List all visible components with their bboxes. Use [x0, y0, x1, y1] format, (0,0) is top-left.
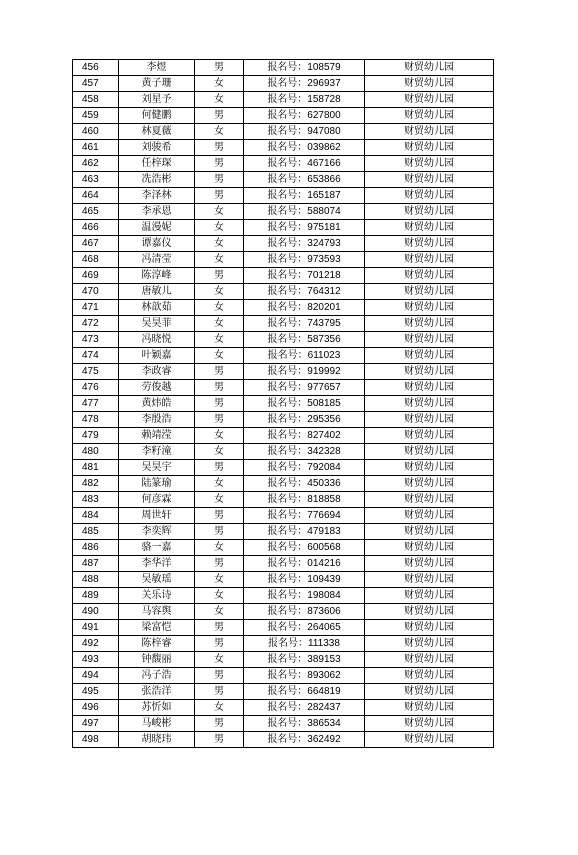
name-cell: 吴昊菲	[119, 316, 195, 332]
name-cell: 林歆茹	[119, 300, 195, 316]
table-row	[73, 284, 494, 300]
row-number-cell: 483	[73, 492, 119, 508]
gender-cell: 女	[195, 76, 244, 92]
school-cell: 财贸幼儿园	[365, 300, 494, 316]
registration-number-cell: 报名号：600568	[244, 540, 365, 556]
name-cell: 李煜	[119, 60, 195, 76]
school-cell: 财贸幼儿园	[365, 252, 494, 268]
name-cell: 李奕辉	[119, 524, 195, 540]
registration-number-cell: 报名号：508185	[244, 396, 365, 412]
row-number-cell: 491	[73, 620, 119, 636]
gender-cell: 男	[195, 732, 244, 748]
gender-cell: 女	[195, 236, 244, 252]
gender-cell: 女	[195, 204, 244, 220]
name-cell: 叶颖嘉	[119, 348, 195, 364]
registration-number-cell: 报名号：587356	[244, 332, 365, 348]
name-cell: 胡晓玮	[119, 732, 195, 748]
registration-number-cell: 报名号：664819	[244, 684, 365, 700]
school-cell: 财贸幼儿园	[365, 540, 494, 556]
gender-cell: 男	[195, 140, 244, 156]
school-cell: 财贸幼儿园	[365, 476, 494, 492]
row-number-cell: 477	[73, 396, 119, 412]
school-cell: 财贸幼儿园	[365, 700, 494, 716]
gender-cell: 女	[195, 428, 244, 444]
gender-cell: 男	[195, 716, 244, 732]
row-number-cell: 466	[73, 220, 119, 236]
table-row	[73, 476, 494, 492]
registration-number-cell: 报名号：653866	[244, 172, 365, 188]
row-number-cell: 478	[73, 412, 119, 428]
table-row	[73, 380, 494, 396]
row-number-cell: 481	[73, 460, 119, 476]
row-number-cell: 463	[73, 172, 119, 188]
row-number-cell: 484	[73, 508, 119, 524]
gender-cell: 男	[195, 396, 244, 412]
school-cell: 财贸幼儿园	[365, 716, 494, 732]
registration-number-cell: 报名号：701218	[244, 268, 365, 284]
row-number-cell: 460	[73, 124, 119, 140]
name-cell: 马容舆	[119, 604, 195, 620]
name-cell: 黄子珊	[119, 76, 195, 92]
gender-cell: 男	[195, 60, 244, 76]
row-number-cell: 467	[73, 236, 119, 252]
name-cell: 陆篆瑜	[119, 476, 195, 492]
registration-number-cell: 报名号：296937	[244, 76, 365, 92]
registration-number-cell: 报名号：450336	[244, 476, 365, 492]
row-number-cell: 494	[73, 668, 119, 684]
school-cell: 财贸幼儿园	[365, 92, 494, 108]
school-cell: 财贸幼儿园	[365, 284, 494, 300]
table-row	[73, 604, 494, 620]
table-row	[73, 700, 494, 716]
gender-cell: 女	[195, 124, 244, 140]
school-cell: 财贸幼儿园	[365, 172, 494, 188]
table-row	[73, 364, 494, 380]
table-row	[73, 332, 494, 348]
row-number-cell: 469	[73, 268, 119, 284]
name-cell: 李华洋	[119, 556, 195, 572]
row-number-cell: 457	[73, 76, 119, 92]
table-row	[73, 252, 494, 268]
gender-cell: 女	[195, 652, 244, 668]
registration-number-cell: 报名号：324793	[244, 236, 365, 252]
school-cell: 财贸幼儿园	[365, 60, 494, 76]
school-cell: 财贸幼儿园	[365, 140, 494, 156]
registration-number-cell: 报名号：947080	[244, 124, 365, 140]
row-number-cell: 473	[73, 332, 119, 348]
table-row	[73, 540, 494, 556]
name-cell: 何健鹏	[119, 108, 195, 124]
table-row	[73, 652, 494, 668]
registration-number-cell: 报名号：776694	[244, 508, 365, 524]
gender-cell: 男	[195, 364, 244, 380]
gender-cell: 女	[195, 540, 244, 556]
gender-cell: 女	[195, 588, 244, 604]
name-cell: 钟馥丽	[119, 652, 195, 668]
registration-number-cell: 报名号：818858	[244, 492, 365, 508]
gender-cell: 男	[195, 620, 244, 636]
table-row	[73, 348, 494, 364]
gender-cell: 男	[195, 460, 244, 476]
row-number-cell: 461	[73, 140, 119, 156]
registration-number-cell: 报名号：764312	[244, 284, 365, 300]
school-cell: 财贸幼儿园	[365, 188, 494, 204]
row-number-cell: 493	[73, 652, 119, 668]
gender-cell: 男	[195, 156, 244, 172]
gender-cell: 女	[195, 220, 244, 236]
row-number-cell: 496	[73, 700, 119, 716]
table-row	[73, 524, 494, 540]
name-cell: 李政睿	[119, 364, 195, 380]
name-cell: 陈淳峰	[119, 268, 195, 284]
row-number-cell: 470	[73, 284, 119, 300]
name-cell: 林夏薇	[119, 124, 195, 140]
row-number-cell: 468	[73, 252, 119, 268]
name-cell: 黄炜皓	[119, 396, 195, 412]
name-cell: 刘骏希	[119, 140, 195, 156]
registration-number-cell: 报名号：342328	[244, 444, 365, 460]
name-cell: 吴敏瑶	[119, 572, 195, 588]
name-cell: 任梓琛	[119, 156, 195, 172]
gender-cell: 女	[195, 252, 244, 268]
row-number-cell: 487	[73, 556, 119, 572]
table-row	[73, 732, 494, 748]
school-cell: 财贸幼儿园	[365, 332, 494, 348]
row-number-cell: 497	[73, 716, 119, 732]
gender-cell: 女	[195, 492, 244, 508]
registration-number-cell: 报名号：873606	[244, 604, 365, 620]
registration-number-cell: 报名号：039862	[244, 140, 365, 156]
school-cell: 财贸幼儿园	[365, 76, 494, 92]
table-row	[73, 236, 494, 252]
enrollment-table	[72, 59, 494, 748]
table-row	[73, 108, 494, 124]
school-cell: 财贸幼儿园	[365, 268, 494, 284]
row-number-cell: 459	[73, 108, 119, 124]
row-number-cell: 498	[73, 732, 119, 748]
school-cell: 财贸幼儿园	[365, 236, 494, 252]
gender-cell: 女	[195, 92, 244, 108]
gender-cell: 女	[195, 300, 244, 316]
registration-number-cell: 报名号：827402	[244, 428, 365, 444]
name-cell: 冯子浩	[119, 668, 195, 684]
row-number-cell: 476	[73, 380, 119, 396]
school-cell: 财贸幼儿园	[365, 220, 494, 236]
row-number-cell: 495	[73, 684, 119, 700]
school-cell: 财贸幼儿园	[365, 108, 494, 124]
registration-number-cell: 报名号：264065	[244, 620, 365, 636]
registration-number-cell: 报名号：611023	[244, 348, 365, 364]
name-cell: 李泽林	[119, 188, 195, 204]
name-cell: 赖靖滢	[119, 428, 195, 444]
name-cell: 李殷浩	[119, 412, 195, 428]
school-cell: 财贸幼儿园	[365, 444, 494, 460]
registration-number-cell: 报名号：014216	[244, 556, 365, 572]
school-cell: 财贸幼儿园	[365, 524, 494, 540]
table-row	[73, 204, 494, 220]
name-cell: 关乐诗	[119, 588, 195, 604]
table-row	[73, 412, 494, 428]
gender-cell: 男	[195, 268, 244, 284]
school-cell: 财贸幼儿园	[365, 396, 494, 412]
registration-number-cell: 报名号：820201	[244, 300, 365, 316]
registration-number-cell: 报名号：467166	[244, 156, 365, 172]
school-cell: 财贸幼儿园	[365, 380, 494, 396]
table-row	[73, 188, 494, 204]
name-cell: 冯晓悦	[119, 332, 195, 348]
table-row	[73, 588, 494, 604]
gender-cell: 女	[195, 572, 244, 588]
registration-number-cell: 报名号：198084	[244, 588, 365, 604]
row-number-cell: 465	[73, 204, 119, 220]
gender-cell: 男	[195, 684, 244, 700]
table-row	[73, 572, 494, 588]
table-row	[73, 556, 494, 572]
table-row	[73, 220, 494, 236]
school-cell: 财贸幼儿园	[365, 588, 494, 604]
name-cell: 温漫妮	[119, 220, 195, 236]
gender-cell: 女	[195, 444, 244, 460]
table-row	[73, 316, 494, 332]
table-row	[73, 508, 494, 524]
table-row	[73, 268, 494, 284]
school-cell: 财贸幼儿园	[365, 556, 494, 572]
row-number-cell: 479	[73, 428, 119, 444]
registration-number-cell: 报名号：792084	[244, 460, 365, 476]
school-cell: 财贸幼儿园	[365, 460, 494, 476]
gender-cell: 男	[195, 412, 244, 428]
name-cell: 骆一嘉	[119, 540, 195, 556]
gender-cell: 女	[195, 332, 244, 348]
registration-number-cell: 报名号：919992	[244, 364, 365, 380]
school-cell: 财贸幼儿园	[365, 348, 494, 364]
table-row	[73, 684, 494, 700]
enrollment-table-body	[73, 60, 494, 748]
gender-cell: 男	[195, 188, 244, 204]
registration-number-cell: 报名号：743795	[244, 316, 365, 332]
row-number-cell: 489	[73, 588, 119, 604]
name-cell: 谭嘉仪	[119, 236, 195, 252]
name-cell: 梁富恺	[119, 620, 195, 636]
school-cell: 财贸幼儿园	[365, 124, 494, 140]
table-row	[73, 60, 494, 76]
row-number-cell: 475	[73, 364, 119, 380]
table-row	[73, 124, 494, 140]
registration-number-cell: 报名号：975181	[244, 220, 365, 236]
school-cell: 财贸幼儿园	[365, 604, 494, 620]
row-number-cell: 482	[73, 476, 119, 492]
gender-cell: 男	[195, 508, 244, 524]
name-cell: 苏忻如	[119, 700, 195, 716]
table-row	[73, 716, 494, 732]
registration-number-cell: 报名号：588074	[244, 204, 365, 220]
gender-cell: 女	[195, 316, 244, 332]
table-row	[73, 92, 494, 108]
school-cell: 财贸幼儿园	[365, 652, 494, 668]
table-row	[73, 460, 494, 476]
registration-number-cell: 报名号：977657	[244, 380, 365, 396]
row-number-cell: 474	[73, 348, 119, 364]
school-cell: 财贸幼儿园	[365, 156, 494, 172]
school-cell: 财贸幼儿园	[365, 732, 494, 748]
table-row	[73, 140, 494, 156]
gender-cell: 女	[195, 476, 244, 492]
registration-number-cell: 报名号：109439	[244, 572, 365, 588]
school-cell: 财贸幼儿园	[365, 412, 494, 428]
registration-number-cell: 报名号：389153	[244, 652, 365, 668]
table-row	[73, 156, 494, 172]
gender-cell: 男	[195, 668, 244, 684]
row-number-cell: 472	[73, 316, 119, 332]
registration-number-cell: 报名号：362492	[244, 732, 365, 748]
registration-number-cell: 报名号：479183	[244, 524, 365, 540]
school-cell: 财贸幼儿园	[365, 636, 494, 652]
row-number-cell: 462	[73, 156, 119, 172]
name-cell: 唐敏儿	[119, 284, 195, 300]
table-row	[73, 300, 494, 316]
school-cell: 财贸幼儿园	[365, 204, 494, 220]
name-cell: 劳俊越	[119, 380, 195, 396]
row-number-cell: 490	[73, 604, 119, 620]
gender-cell: 女	[195, 700, 244, 716]
table-row	[73, 444, 494, 460]
row-number-cell: 480	[73, 444, 119, 460]
school-cell: 财贸幼儿园	[365, 684, 494, 700]
school-cell: 财贸幼儿园	[365, 364, 494, 380]
registration-number-cell: 报名号：627800	[244, 108, 365, 124]
registration-number-cell: 报名号：295356	[244, 412, 365, 428]
school-cell: 财贸幼儿园	[365, 428, 494, 444]
registration-number-cell: 报名号：386534	[244, 716, 365, 732]
name-cell: 李承恩	[119, 204, 195, 220]
registration-number-cell: 报名号：158728	[244, 92, 365, 108]
row-number-cell: 458	[73, 92, 119, 108]
name-cell: 陈梓睿	[119, 636, 195, 652]
table-row	[73, 492, 494, 508]
school-cell: 财贸幼儿园	[365, 572, 494, 588]
school-cell: 财贸幼儿园	[365, 508, 494, 524]
name-cell: 冼浩彬	[119, 172, 195, 188]
row-number-cell: 471	[73, 300, 119, 316]
row-number-cell: 486	[73, 540, 119, 556]
table-row	[73, 636, 494, 652]
table-row	[73, 620, 494, 636]
row-number-cell: 485	[73, 524, 119, 540]
gender-cell: 女	[195, 284, 244, 300]
name-cell: 马峻彬	[119, 716, 195, 732]
row-number-cell: 456	[73, 60, 119, 76]
name-cell: 冯清莹	[119, 252, 195, 268]
gender-cell: 男	[195, 556, 244, 572]
name-cell: 吴昊宇	[119, 460, 195, 476]
registration-number-cell: 报名号：282437	[244, 700, 365, 716]
gender-cell: 男	[195, 380, 244, 396]
table-row	[73, 668, 494, 684]
registration-number-cell: 报名号：165187	[244, 188, 365, 204]
school-cell: 财贸幼儿园	[365, 492, 494, 508]
table-row	[73, 172, 494, 188]
school-cell: 财贸幼儿园	[365, 668, 494, 684]
table-row	[73, 396, 494, 412]
gender-cell: 女	[195, 604, 244, 620]
name-cell: 刘星予	[119, 92, 195, 108]
gender-cell: 男	[195, 108, 244, 124]
name-cell: 何彦霖	[119, 492, 195, 508]
gender-cell: 男	[195, 636, 244, 652]
school-cell: 财贸幼儿园	[365, 620, 494, 636]
gender-cell: 男	[195, 524, 244, 540]
gender-cell: 男	[195, 172, 244, 188]
registration-number-cell: 报名号：111338	[244, 636, 365, 652]
registration-number-cell: 报名号：973593	[244, 252, 365, 268]
table-row	[73, 428, 494, 444]
school-cell: 财贸幼儿园	[365, 316, 494, 332]
registration-number-cell: 报名号：893062	[244, 668, 365, 684]
name-cell: 李籽潼	[119, 444, 195, 460]
table-row	[73, 76, 494, 92]
registration-number-cell: 报名号：108579	[244, 60, 365, 76]
name-cell: 周世轩	[119, 508, 195, 524]
gender-cell: 女	[195, 348, 244, 364]
row-number-cell: 492	[73, 636, 119, 652]
row-number-cell: 464	[73, 188, 119, 204]
name-cell: 张浩洋	[119, 684, 195, 700]
row-number-cell: 488	[73, 572, 119, 588]
